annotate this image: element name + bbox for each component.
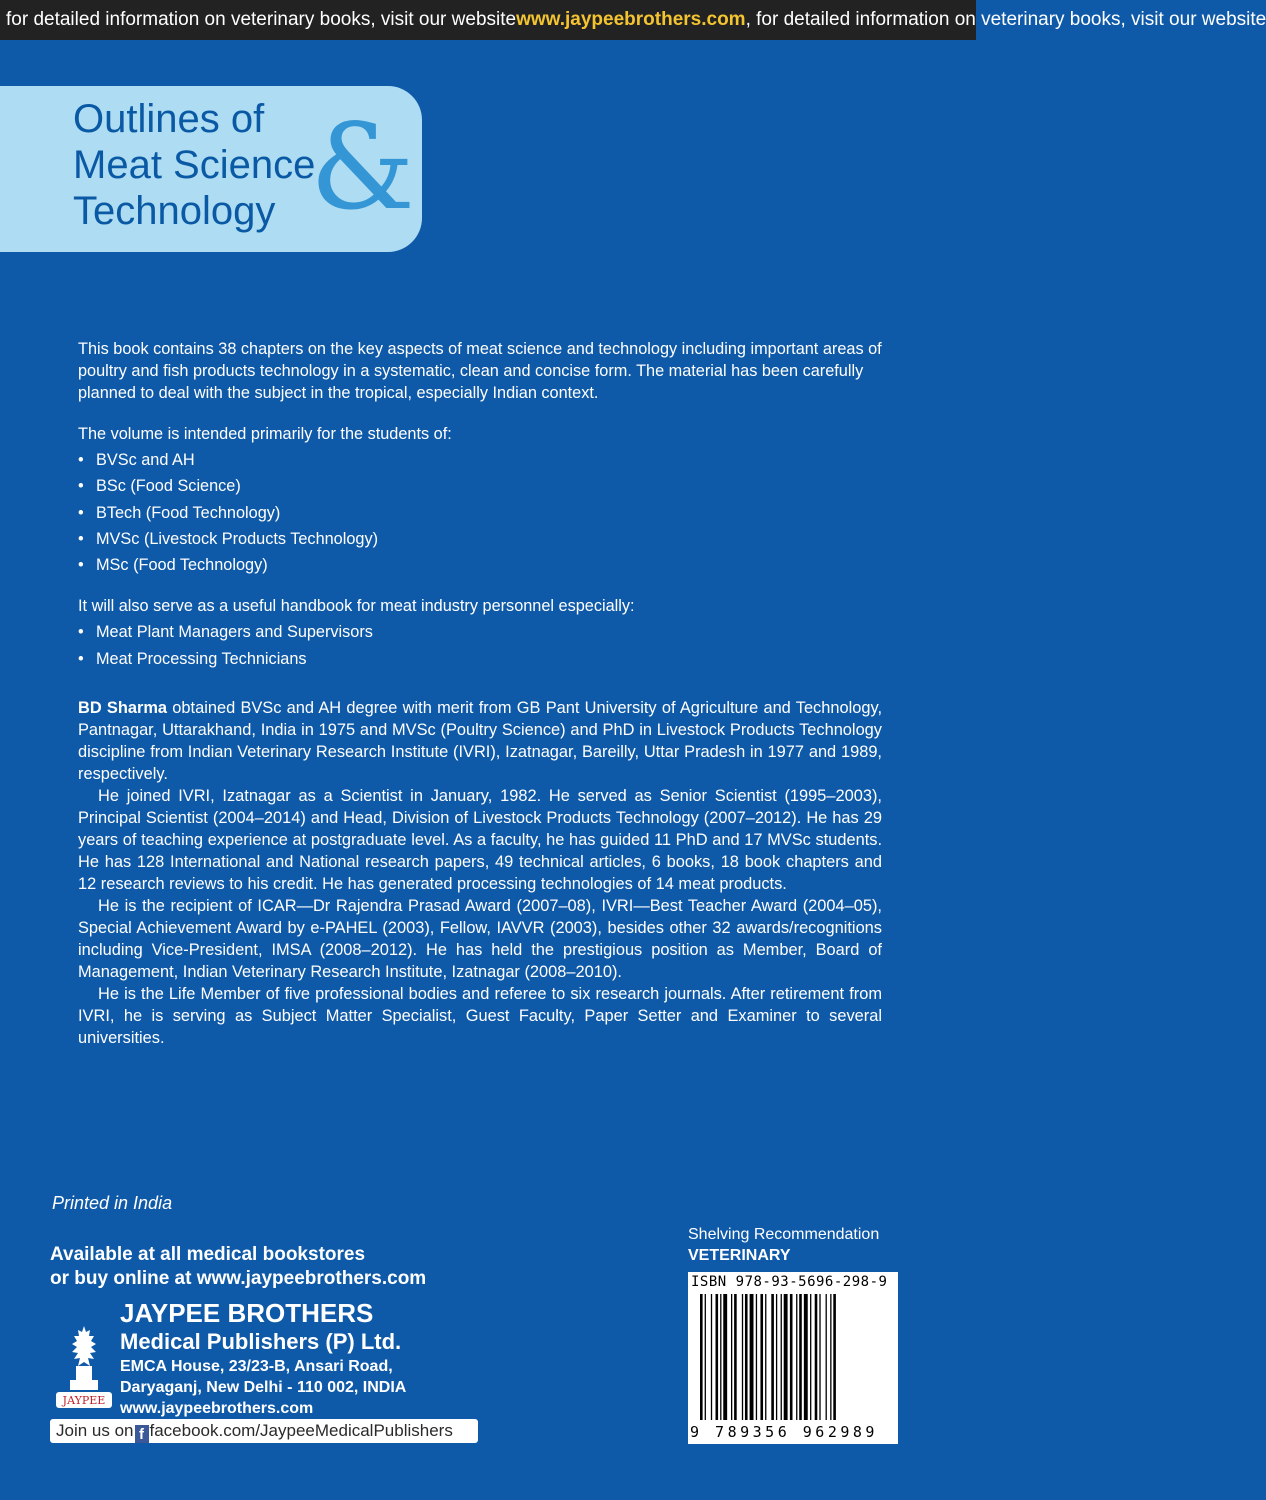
publisher-address-2: Daryaganj, New Delhi - 110 002, INDIA [120, 1379, 407, 1396]
author-name: BD Sharma [78, 699, 168, 717]
publisher-address-1: EMCA House, 23/23-B, Ansari Road, [120, 1358, 393, 1375]
publisher-website[interactable]: www.jaypeebrothers.com [120, 1400, 314, 1417]
list-item: • Meat Processing Technicians [78, 646, 884, 672]
banner-text-before: for detailed information on veterinary books, visit our website [6, 9, 517, 30]
students-heading: The volume is intended primarily for the students of: [78, 425, 452, 443]
availability [50, 1243, 426, 1291]
publisher-name-2: Medical Publishers (P) Ltd. [120, 1329, 402, 1354]
logo-text: JAYPEE [62, 1394, 106, 1407]
list-item: • Meat Plant Managers and Supervisors [78, 619, 884, 645]
shelving-label: Shelving Recommendation [688, 1226, 880, 1243]
barcode-number: 9 789356 962989 [690, 1423, 878, 1441]
facebook-icon: f [135, 1425, 149, 1443]
availability-line-1: Available at all medical bookstores [50, 1244, 366, 1265]
book-description [78, 338, 884, 672]
shelving-recommendation [688, 1224, 879, 1266]
industry-heading: It will also serve as a useful handbook for meat industry personnel especially: [78, 597, 635, 616]
publisher-logo-icon [52, 1322, 116, 1412]
facebook-prefix: Join us on [56, 1421, 134, 1440]
list-item: • BSc (Food Science) [78, 473, 884, 499]
bio-text: obtained BVSc and AH degree with merit from GB Pant University of Agriculture and Technology, Pantnagar, Uttarakhand, India in 1975 and MVSc (Poultry Science) and PhD in Livestock Products Technology discipline from Indian Veterinary Research Institute (IVRI), Izatnagar, Bareilly, Uttar Pradesh in 1977 and 1989, respectively. [78, 699, 883, 783]
barcode-bars-icon [700, 1294, 886, 1422]
list-item: • MSc (Food Technology) [78, 552, 884, 578]
description-paragraph: This book contains 38 chapters on the key aspects of meat science and technology including important areas of poultry and fish products technology in a systematic, clean and concise form. The material has been carefully planned to deal with the subject in the tropical, especially Indian context. [78, 340, 882, 402]
title-ampersand: & [310, 98, 416, 236]
title-line-1: Outlines of [73, 97, 265, 141]
top-banner [0, 0, 1266, 40]
bio-paragraph-4: He is the Life Member of five professional bodies and referee to six research journals. After retirement from IVRI, he is serving as Subject Matter Specialist, Guest Faculty, Paper Setter and Examiner to several universities. [78, 985, 882, 1047]
bio-paragraph-3: He is the recipient of ICAR—Dr Rajendra Prasad Award (2007–08), IVRI—Best Teacher Award (2004–05), Special Achievement Award by e-PAHEL (2003), Fellow, IAVVR (2003), besides other 32 awards/recognitions including Vice-President, IMSA (2008–2012). He has held the prestigious position as Member, Board of Management, Indian Veterinary Research Institute, Izatnagar (2008–2010). [78, 897, 882, 981]
barcode [688, 1272, 898, 1444]
banner-text-after: , for detailed information on veterinary books, visit our website [745, 9, 1266, 30]
publisher-info [120, 1298, 406, 1419]
industry-list [78, 619, 884, 672]
banner-url[interactable]: www.jaypeebrothers.com [516, 9, 746, 30]
title-line-2: Meat Science [73, 143, 316, 187]
list-item: • BVSc and AH [78, 447, 884, 473]
isbn-label: ISBN 978-93-5696-298-9 [691, 1274, 888, 1290]
students-list [78, 447, 884, 578]
facebook-url[interactable]: facebook.com/JaypeeMedicalPublishers [149, 1421, 453, 1440]
title-line-3: Technology [73, 189, 276, 233]
author-bio [78, 697, 882, 1049]
bio-paragraph-2: He joined IVRI, Izatnagar as a Scientist in January, 1982. He served as Senior Scientist (1995–2003), Principal Scientist (2004–2014) and Head, Division of Livestock Products Technology (2007–2012). He has 29 years of teaching experience at postgraduate level. As a faculty, he has guided 11 PhD and 17 MVSc students. He has 128 International and National research papers, 49 technical articles, 6 books, 18 book chapters and 12 research reviews to his credit. He has generated processing technologies of 14 meat products. [78, 787, 882, 893]
printed-in: Printed in India [52, 1193, 173, 1213]
publisher-name: JAYPEE BROTHERS [120, 1298, 374, 1328]
shelving-value: VETERINARY [688, 1247, 791, 1264]
facebook-link[interactable] [50, 1419, 478, 1443]
bio-paragraph-1 [78, 697, 882, 785]
list-item: • BTech (Food Technology) [78, 500, 884, 526]
list-item: • MVSc (Livestock Products Technology) [78, 526, 884, 552]
availability-line-2: or buy online at www.jaypeebrothers.com [50, 1268, 427, 1289]
